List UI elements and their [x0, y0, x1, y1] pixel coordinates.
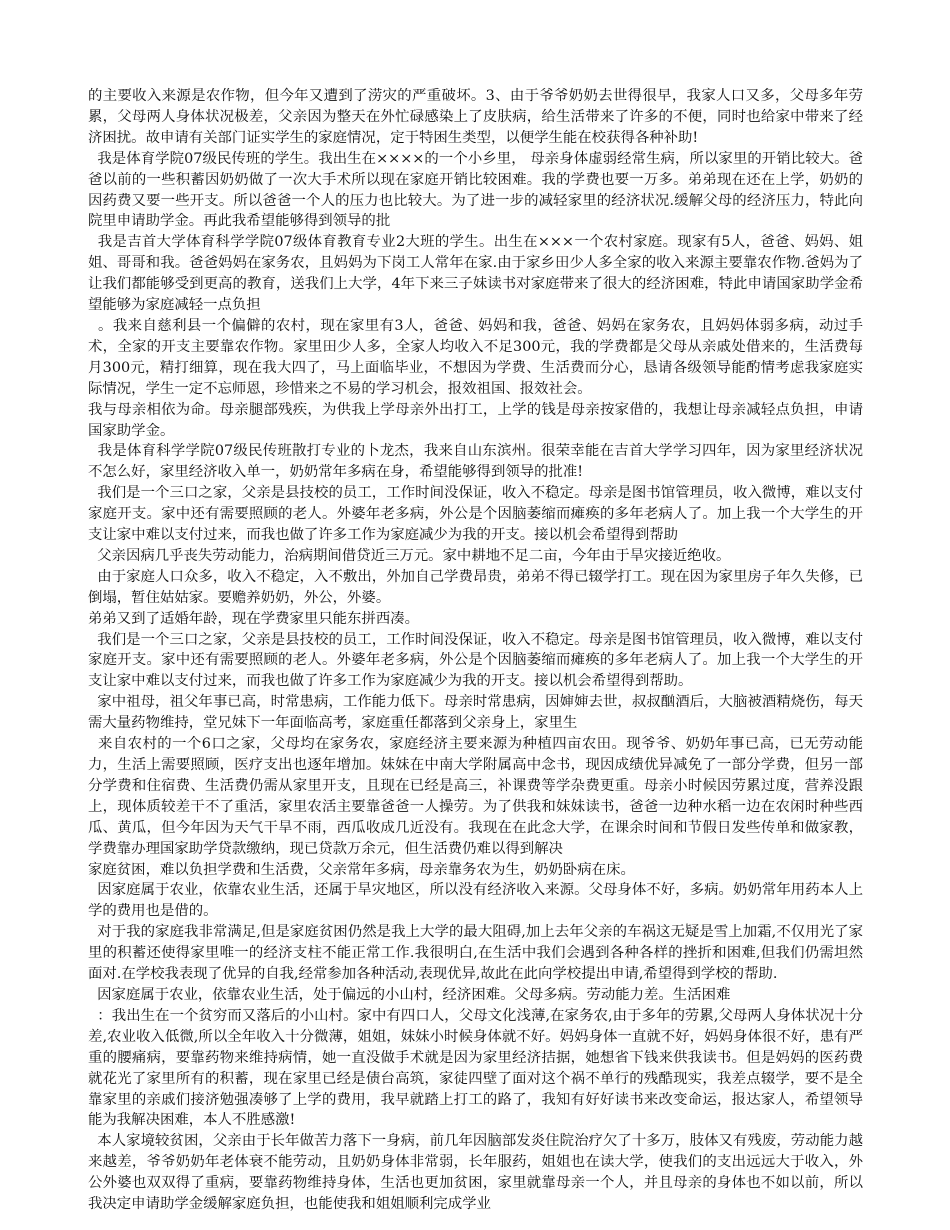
document-page — [88, 86, 863, 1215]
paragraph-6: 我是体育科学学院07级民传班散打专业的卜龙杰，我来自山东滨州。很荣幸能在吉首大学学习四年，因为家里经济状况不怎么好，家里经济收入单一，奶奶常年多病在身，希望能够得到领导的批准! — [88, 443, 863, 481]
paragraph-17: 因家庭属于农业，依靠农业生活，处于偏远的小山村，经济困难。父母多病。劳动能力差。生活困难 — [88, 986, 731, 1003]
paragraph-9: 由于家庭人口众多，收入不稳定，入不敷出，外加自己学费昂贵，弟弟不得已辍学打工。现在因为家里房子年久失修，已倒塌，暂住姑姑家。要赡养奶奶，外公，外婆。 — [88, 568, 863, 606]
paragraph-7: 我们是一个三口之家，父亲是县技校的员工，工作时间没保证，收入不稳定。母亲是图书馆管理员，收入微博，难以支付家庭开支。家中还有需要照顾的老人。外婆年老多病，外公是个因脑萎缩而瘫痪的多年老病人了。加上我一个大学生的开支让家中难以支付过来，而我也做了许多工作为家庭减少为我的开支。接以机会希望得到帮助 — [88, 485, 863, 544]
paragraph-19: 本人家境较贫困，父亲由于长年做苦力落下一身病，前几年因脑部发炎住院治疗欠了十多万，肢体又有残废，劳动能力越来越差，爷爷奶奶年老体衰不能劳动，且奶奶身体非常弱，长年服药，姐姐也在读大学，使我们的支出远远大于收入，外公外婆也双双得了重病，要靠药物维持身体，生活也更加贫困，家里就靠母亲一个人，并且母亲的身体也不如以前，所以我决定申请助学金缓解家庭负担，也能使我和姐姐顺利完成学业 — [88, 1133, 863, 1213]
paragraph-11: 我们是一个三口之家，父亲是县技校的员工，工作时间没保证，收入不稳定。母亲是图书馆管理员，收入微博，难以支付家庭开支。家中还有需要照顾的老人。外婆年老多病，外公是个因脑萎缩而瘫痪的多年老病人了。加上我一个大学生的开支让家中难以支付过来，而我也做了许多工作为家庭减少为我的开支。接以机会希望得到帮助。 — [88, 631, 863, 690]
paragraph-2: 我是体育学院07级民传班的学生。我出生在××××的一个小乡里， 母亲身体虚弱经常生病，所以家里的开销比较大。爸爸以前的一些积蓄因奶奶做了一次大手术所以现在家庭开销比较困难。我的学费也要一万多。弟弟现在还在上学，奶奶的因药费又要一些开支。所以爸爸一个人的压力也比较大。为了进一步的减轻家里的经济状况.缓解父母的经济压力，特此向院里申请助学金。再此我希望能够得到领导的批 — [88, 150, 863, 230]
paragraph-8: 父亲因病几乎丧失劳动能力，治病期间借贷近三万元。家中耕地不足二亩，今年由于旱灾接近绝收。 — [88, 547, 731, 564]
paragraph-1: 的主要收入来源是农作物，但今年又遭到了涝灾的严重破坏。3、由于爷爷奶奶去世得很早，我家人口又多，父母多年劳累，父母两人身体状况极差，父亲因为整天在外忙碌感染上了皮肤病，给生活带来了许多的不便，同时也给家中带来了经济困扰。故申请有关部门证实学生的家庭情况，定于特困生类型，以便学生能在校获得各种补助! — [88, 88, 863, 146]
paragraph-10: 弟弟又到了适婚年龄，现在学费家里只能东拼西凑。 — [88, 610, 419, 627]
paragraph-4: 。我来自慈利县一个偏僻的农村，现在家里有3人，爸爸、妈妈和我，爸爸、妈妈在家务农，且妈妈体弱多病，动过手术，全家的开支主要靠农作物。家里田少人多，全家人均收入不足300元，我的学费都是父母从亲戚处借来的，生活费每月300元，精打细算，现在我大四了，马上面临毕业，不想因为学费、生活费而分心，恳请各级领导能酌情考虑我家庭实际情况，学生一定不忘师恩，珍惜来之不易的学习机会，报效祖国、报效社会。 — [88, 317, 863, 397]
paragraph-13: 来自农村的一个6口之家，父母均在家务农，家庭经济主要来源为种植四亩农田。现爷爷、奶奶年事已高，已无劳动能力，生活上需要照顾，医疗支出也逐年增加。妹妹在中南大学附属高中念书，现因成绩优异减免了一部分学费，但另一部分学费和住宿费、生活费仍需从家里开支，且现在已经是高三，补课费等学杂费更重。母亲小时候因劳累过度，营养没跟上，现体质较差干不了重活，家里农活主要靠爸爸一人操劳。为了供我和妹妹读书，爸爸一边种水稻一边在农闲时种些西瓜、黄瓜，但今年因为天气干旱不雨，西瓜收成几近没有。我现在在此念大学，在课余时间和节假日发些传单和做家教，学费靠办理国家助学贷款缴纳，现已贷款万余元，但生活费仍难以得到解决 — [88, 736, 863, 857]
paragraph-15: 因家庭属于农业，依靠农业生活，还属于旱灾地区，所以没有经济收入来源。父母身体不好，多病。奶奶常年用药本人上学的费用也是借的。 — [88, 882, 863, 920]
paragraph-5: 我与母亲相依为命。母亲腿部残疾，为供我上学母亲外出打工，上学的钱是母亲按家借的，我想让母亲减轻点负担，申请国家助学金。 — [88, 401, 863, 439]
paragraph-16: 对于我的家庭我非常满足,但是家庭贫困仍然是我上大学的最大阻碍,加上去年父亲的车祸这无疑是雪上加霜,不仅用光了家里的积蓄还使得家里唯一的经济支柱不能正常工作.我很明白,在生活中我们会遇到各种各样的挫折和困难,但我们仍需坦然面对.在学校我表现了优异的自我,经常参加各种活动,表现优异,故此在此向学校提出申请,希望得到学校的帮助. — [88, 924, 863, 983]
paragraph-14: 家庭贫困，难以负担学费和生活费，父亲常年多病，母亲靠务农为生，奶奶卧病在床。 — [88, 861, 635, 878]
paragraph-3: 我是吉首大学体育科学学院07级体育教育专业2大班的学生。出生在×××一个农村家庭。现家有5人，爸爸、妈妈、姐姐、哥哥和我。爸爸妈妈在家务农，且妈妈为下岗工人常年在家.由于家乡田少人多全家的收入来源主要靠农作物.爸妈为了让我们都能够受到更高的教育，送我们上大学，4年下来三子妹读书对家庭带来了很大的经济困难，特此申请国家助学金希望能够为家庭减轻一点负担 — [88, 234, 863, 314]
paragraph-18: ：我出生在一个贫穷而又落后的小山村。家中有四口人，父母文化浅薄,在家务农,由于多年的劳累,父母两人身体状况十分差,农业收入低微,所以全年收入十分微薄，姐姐，妹妹小时候身体就不好。妈妈身体一直就不好，妈妈身体很不好，患有严重的腰痛病，要靠药物来维持病情，她一直没做手术就是因为家里经济拮据，她想省下钱来供我读书。但是妈妈的医药费就花光了家里所有的积蓄，现在家里已经是债台高筑，家徒四壁了面对这个祸不单行的残酷现实，我差点辍学，要不是全靠家里的亲戚们接济勉强凑够了上学的费用，我早就踏上打工的路了，我知有好好读书来改变命运，报达家人，希望领导能为我解决困难，本人不胜感激! — [88, 1007, 863, 1129]
paragraph-12: 家中祖母，祖父年事已高，时常患病，工作能力低下。母亲时常患病，因婶婶去世，叔叔酗酒后，大脑被酒精烧伤，每天需大量药物维持，堂兄妹下一年面临高考，家庭重任都落到父亲身上，家里生 — [88, 694, 863, 732]
